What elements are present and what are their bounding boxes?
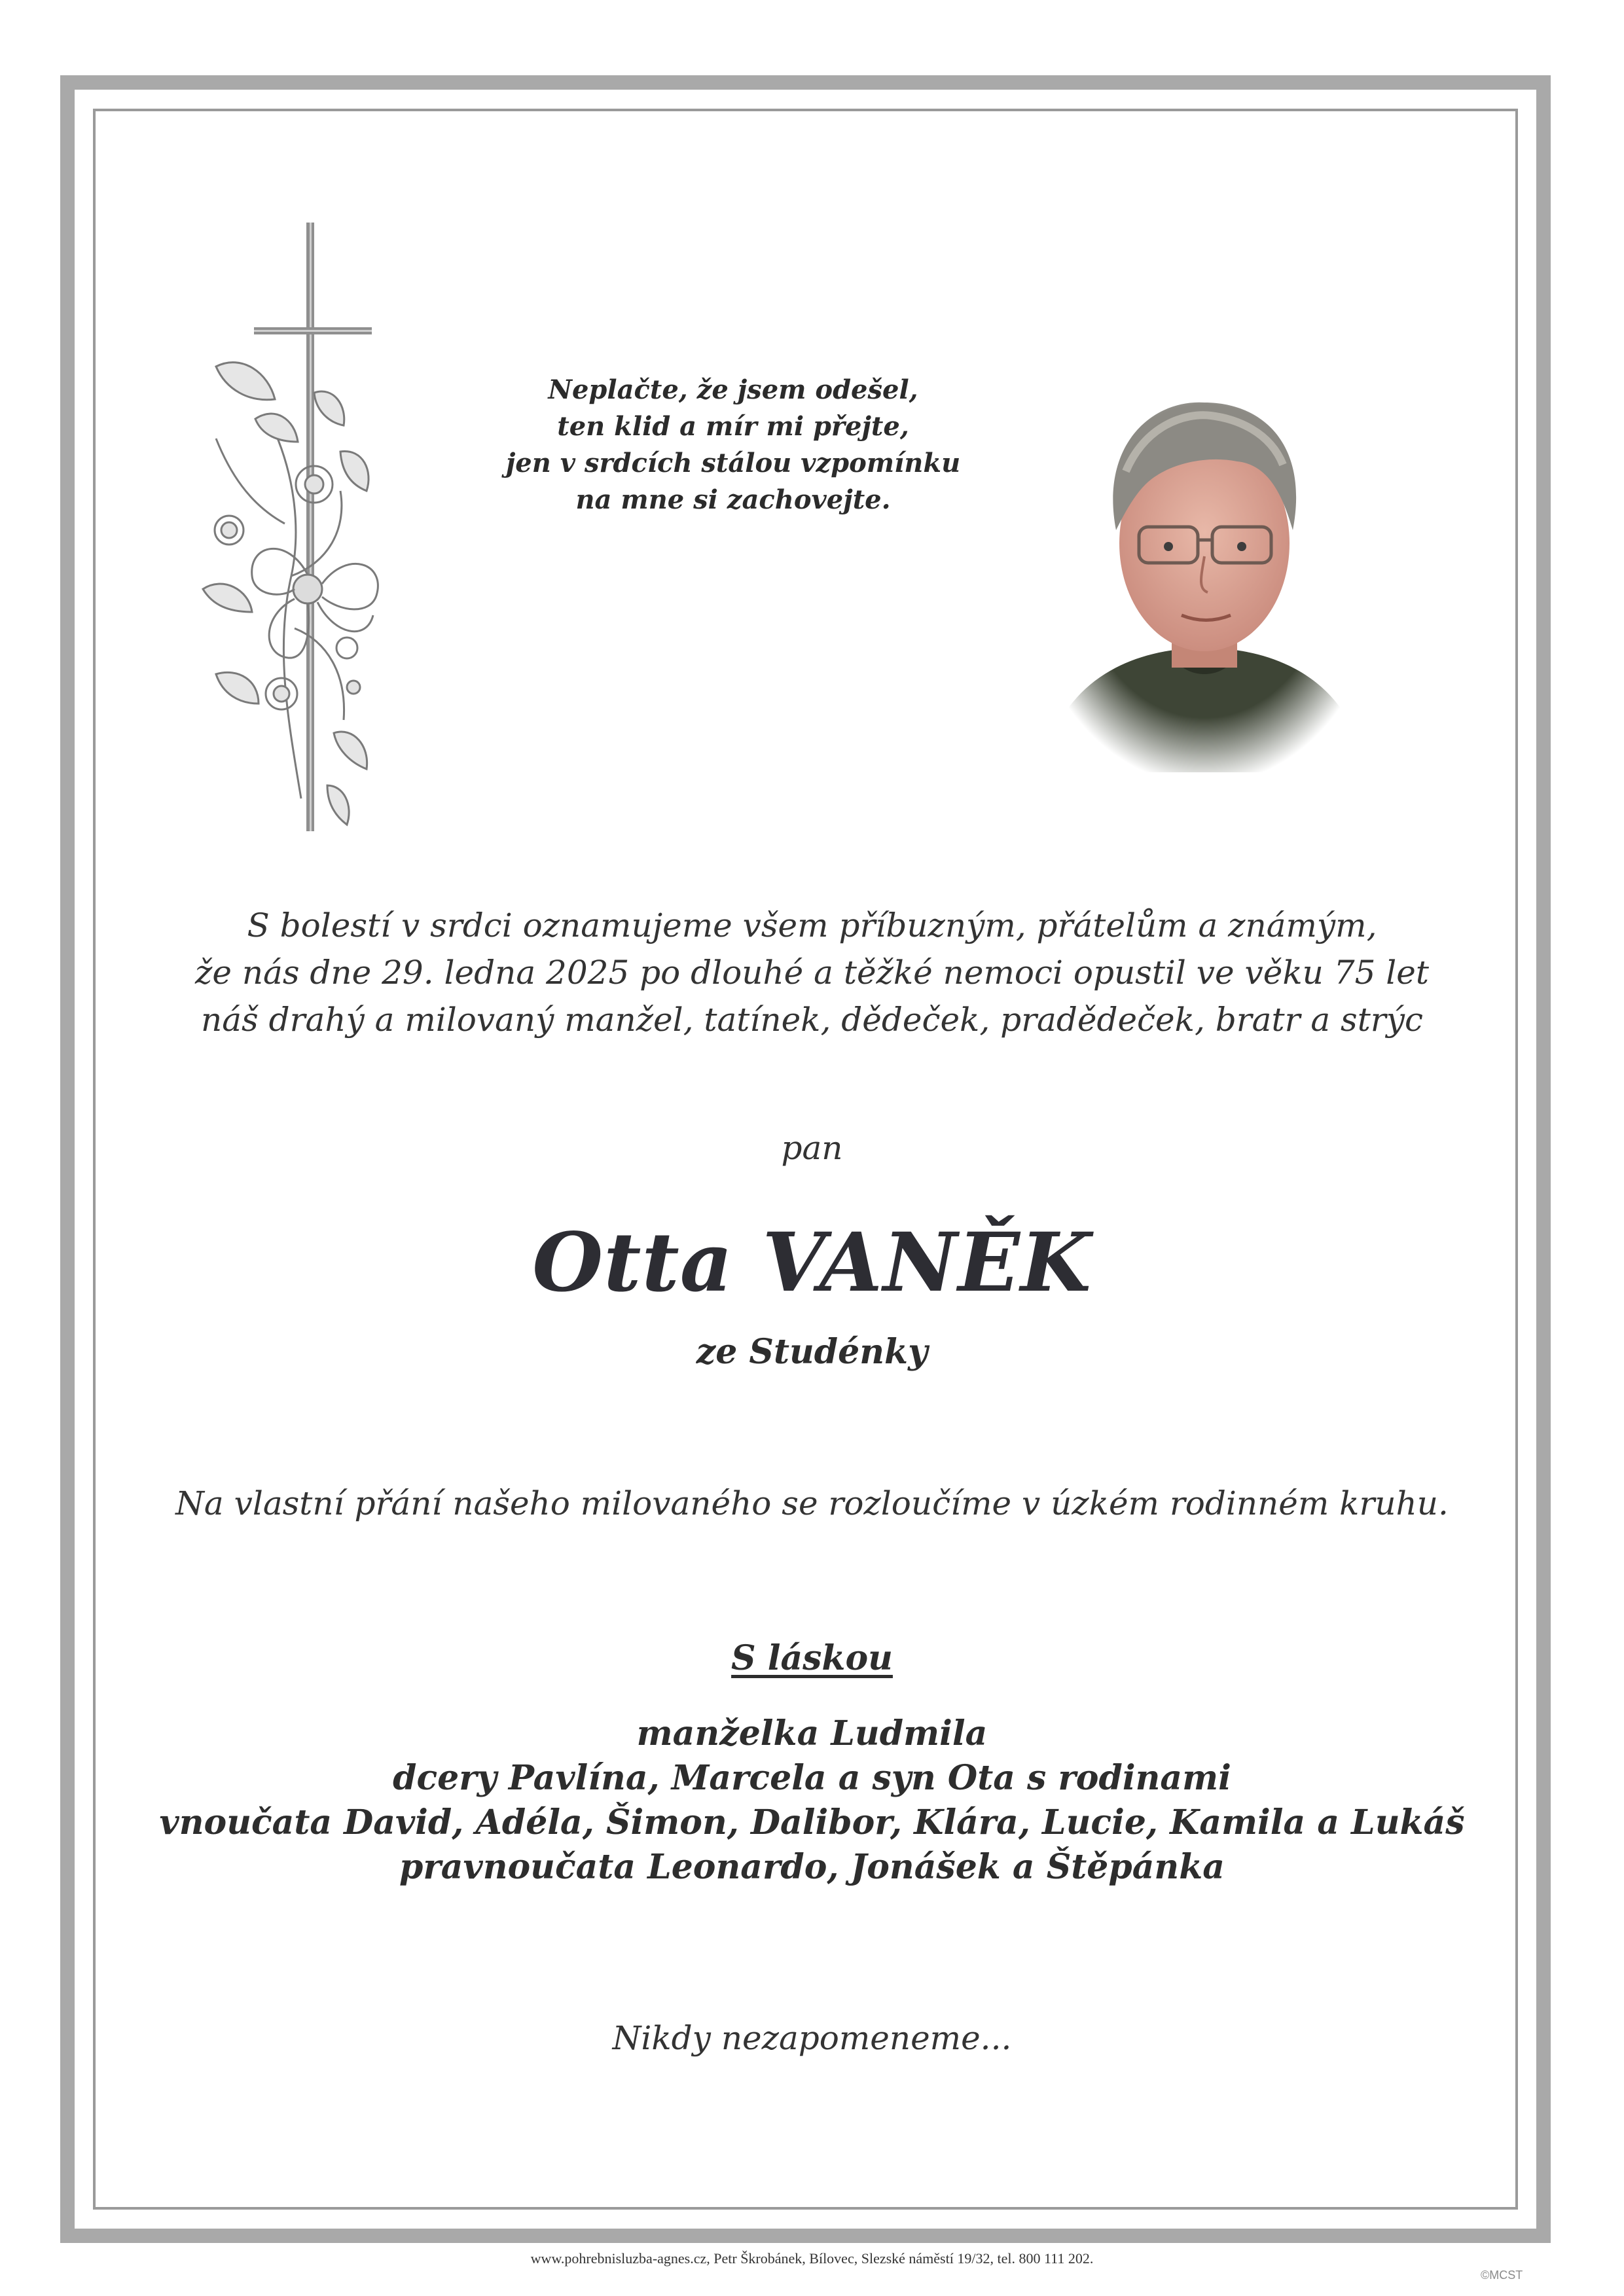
mourners-list — [131, 1712, 1493, 1890]
announcement-line: náš drahý a milovaný manžel, tatínek, dědeček, pradědeček, bratr a strýc — [201, 1001, 1423, 1039]
announcement-line: že nás dne 29. ledna 2025 po dlouhé a těžké nemoci opustil ve věku 75 let — [195, 954, 1429, 992]
announcement-text — [131, 902, 1493, 1043]
deceased-origin: ze Studénky — [696, 1332, 928, 1372]
mourner-line: manželka Ludmila — [636, 1713, 988, 1753]
verse-line: ten klid a mír mi přejte, — [557, 411, 909, 442]
mourners-heading-text: S láskou — [731, 1638, 893, 1678]
deceased-name: Otta VANĚK — [532, 1215, 1092, 1310]
cross-with-flowers-icon — [177, 223, 425, 851]
verse-line: jen v srdcích stálou vzpomínku — [505, 448, 961, 478]
honorific: pan — [781, 1129, 843, 1167]
mourners-heading — [131, 1638, 1493, 1678]
mourner-line: vnoučata David, Adéla, Šimon, Dalibor, Klára, Lucie, Kamila a Lukáš — [159, 1803, 1465, 1842]
funeral-service-footer: www.pohrebnisluzba-agnes.cz, Petr Škrobánek, Bílovec, Slezské náměstí 19/32, tel. 800 111 202. — [530, 2250, 1094, 2267]
verse — [497, 372, 969, 518]
mourner-line: pravnoučata Leonardo, Jonášek a Štěpánka — [399, 1847, 1225, 1887]
mourner-line: dcery Pavlína, Marcela a syn Ota s rodinami — [393, 1758, 1231, 1798]
verse-line: Neplačte, že jsem odešel, — [548, 374, 918, 405]
copyright-mark: ©MCST — [1481, 2269, 1523, 2282]
announcement-line: S bolestí v srdci oznamujeme všem příbuzným, přátelům a známým, — [247, 906, 1377, 944]
portrait-photo — [1041, 367, 1368, 772]
closing-line: Nikdy nezapomeneme... — [612, 2019, 1012, 2057]
verse-line: na mne si zachovejte. — [575, 484, 891, 515]
farewell-note: Na vlastní přání našeho milovaného se rozloučíme v úzkém rodinném kruhu. — [175, 1484, 1449, 1522]
